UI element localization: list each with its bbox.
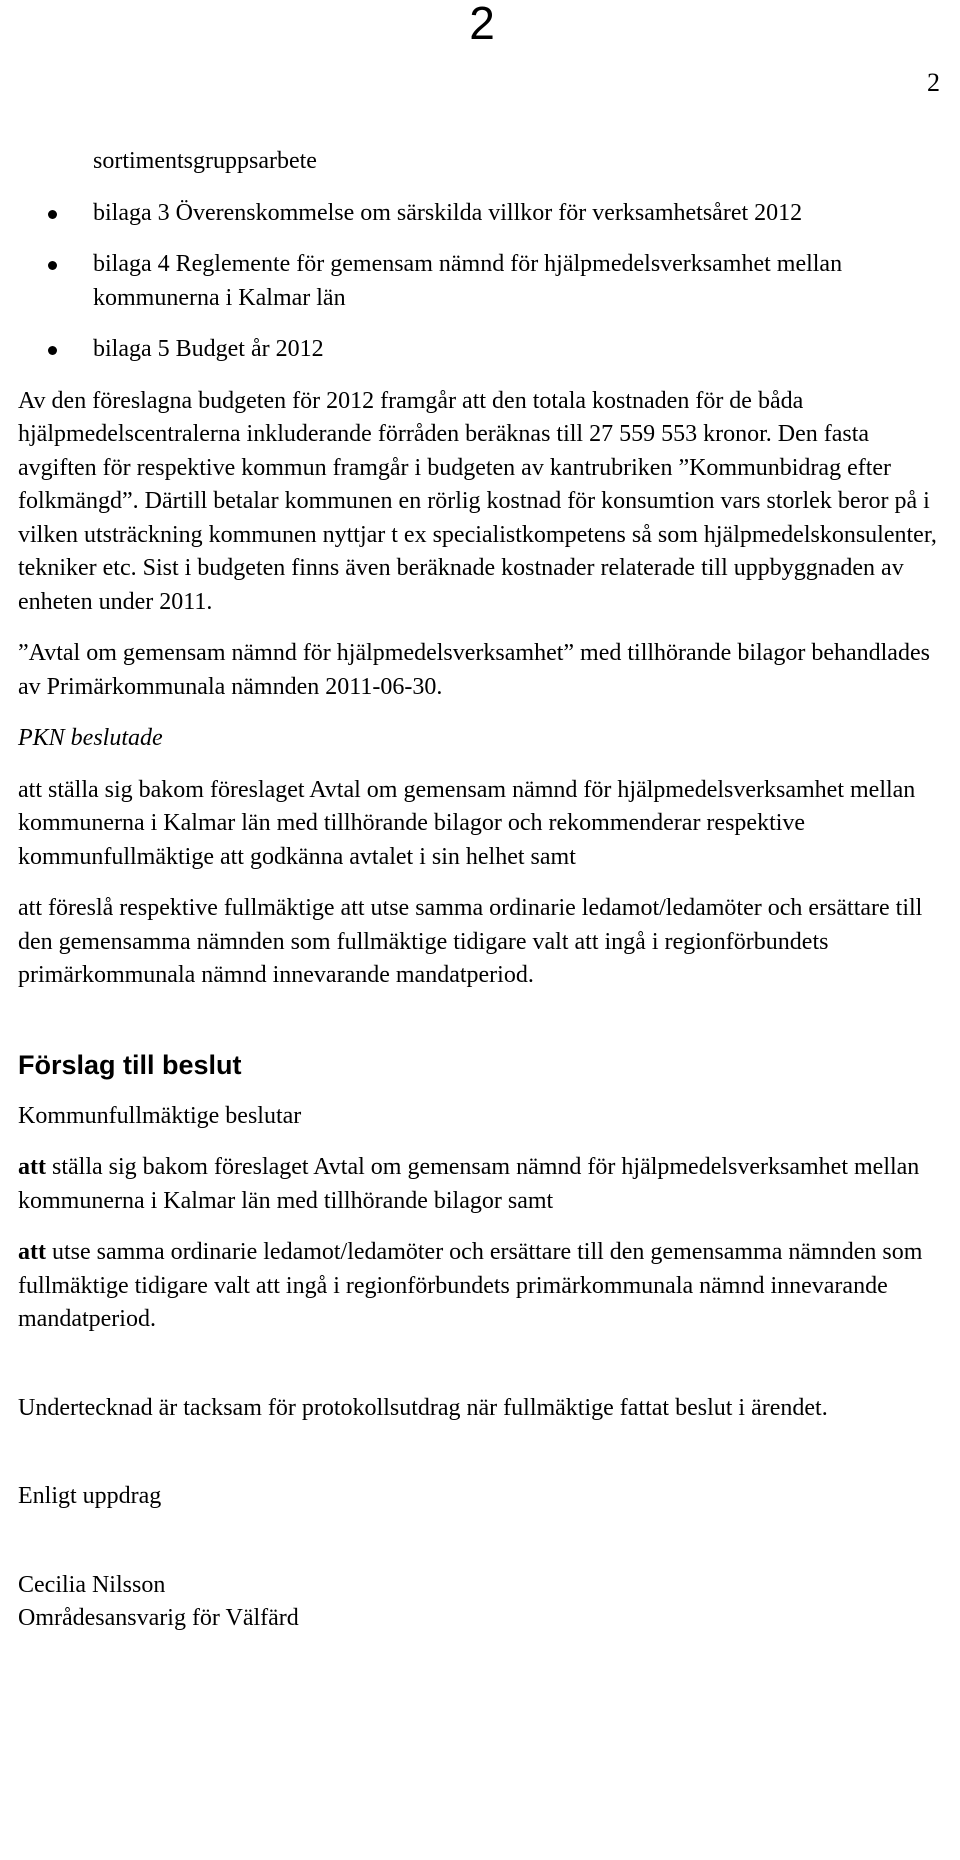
pkn-decision-2: att föreslå respektive fullmäktige att utse samma ordinarie ledamot/ledamöter och ersättare till den gemensamma nämnden som fullmäktige tidigare valt att ingå i regionförbundets primärkommunala nämnd innevarande mandatperiod. bbox=[18, 895, 923, 988]
list-item: bilaga 5 Budget år 2012 bbox=[18, 333, 946, 367]
att-keyword: att bbox=[18, 1154, 46, 1180]
page-header-number: 2 bbox=[469, 0, 495, 49]
page-number: 2 bbox=[927, 68, 940, 97]
agreement-paragraph: ”Avtal om gemensam nämnd för hjälpmedelsverksamhet” med tillhörande bilagor behandlades av Primärkommunala nämnden 2011-06-30. bbox=[18, 640, 930, 700]
proposal-item-2: att utse samma ordinarie ledamot/ledamöter och ersättare till den gemensamma nämnden som fullmäktige tidigare valt att ingå i regionförbundets primärkommunala nämnd innevarande mandatperiod. bbox=[18, 1239, 923, 1332]
list-item: bilaga 3 Överenskommelse om särskilda villkor för verksamhetsåret 2012 bbox=[18, 197, 946, 231]
on-behalf: Enligt uppdrag bbox=[18, 1483, 162, 1509]
signer-name: Cecilia Nilsson bbox=[18, 1571, 166, 1598]
proposal-item-1: att ställa sig bakom föreslaget Avtal om gemensam nämnd för hjälpmedelsverksamhet mellan kommunerna i Kalmar län med tillhörande bilagor samt bbox=[18, 1154, 920, 1214]
proposal-subheading: Kommunfullmäktige beslutar bbox=[18, 1102, 302, 1129]
list-item: bilaga 4 Reglemente för gemensam nämnd för hjälpmedelsverksamhet mellan kommunerna i Kalmar län bbox=[18, 248, 946, 315]
bullet-icon bbox=[48, 346, 57, 355]
document-body bbox=[18, 145, 946, 1636]
pkn-label: PKN beslutade bbox=[18, 725, 163, 751]
proposal-heading: Förslag till beslut bbox=[18, 1049, 242, 1080]
protocol-request: Undertecknad är tacksam för protokollsutdrag när fullmäktige fattat beslut i ärendet. bbox=[18, 1394, 828, 1421]
bullet-icon bbox=[48, 210, 57, 219]
attachment-list bbox=[18, 197, 946, 367]
signer-title: Områdesansvarig för Välfärd bbox=[18, 1605, 299, 1631]
pkn-decision-1: att ställa sig bakom föreslaget Avtal om gemensam nämnd för hjälpmedelsverksamhet mellan kommunerna i Kalmar län med tillhörande bilagor och rekommenderar respektive kommunfullmäktige att godkänna avtalet i sin helhet samt bbox=[18, 776, 916, 870]
continued-list-item: sortimentsgruppsarbete bbox=[93, 148, 317, 174]
att-keyword: att bbox=[18, 1239, 46, 1265]
bullet-icon bbox=[48, 261, 57, 270]
budget-paragraph: Av den föreslagna budgeten för 2012 framgår att den totala kostnaden för de båda hjälpmedelscentralerna inkluderande förråden beräknas till 27 559 553 kronor. Den fasta avgiften för respektive kommun framgår i budgeten av kantrubriken ”Kommunbidrag efter folkmängd”. Därtill betalar kommunen en rörlig kostnad för konsumtion vars storlek beror på i vilken utsträckning kommunen nyttjar t ex specialistkompetens så som hjälpmedelskonsulenter, tekniker etc. Sist i budgeten finns även beräknade kostnader relaterade till uppbyggnaden av enheten under 2011. bbox=[18, 387, 937, 615]
